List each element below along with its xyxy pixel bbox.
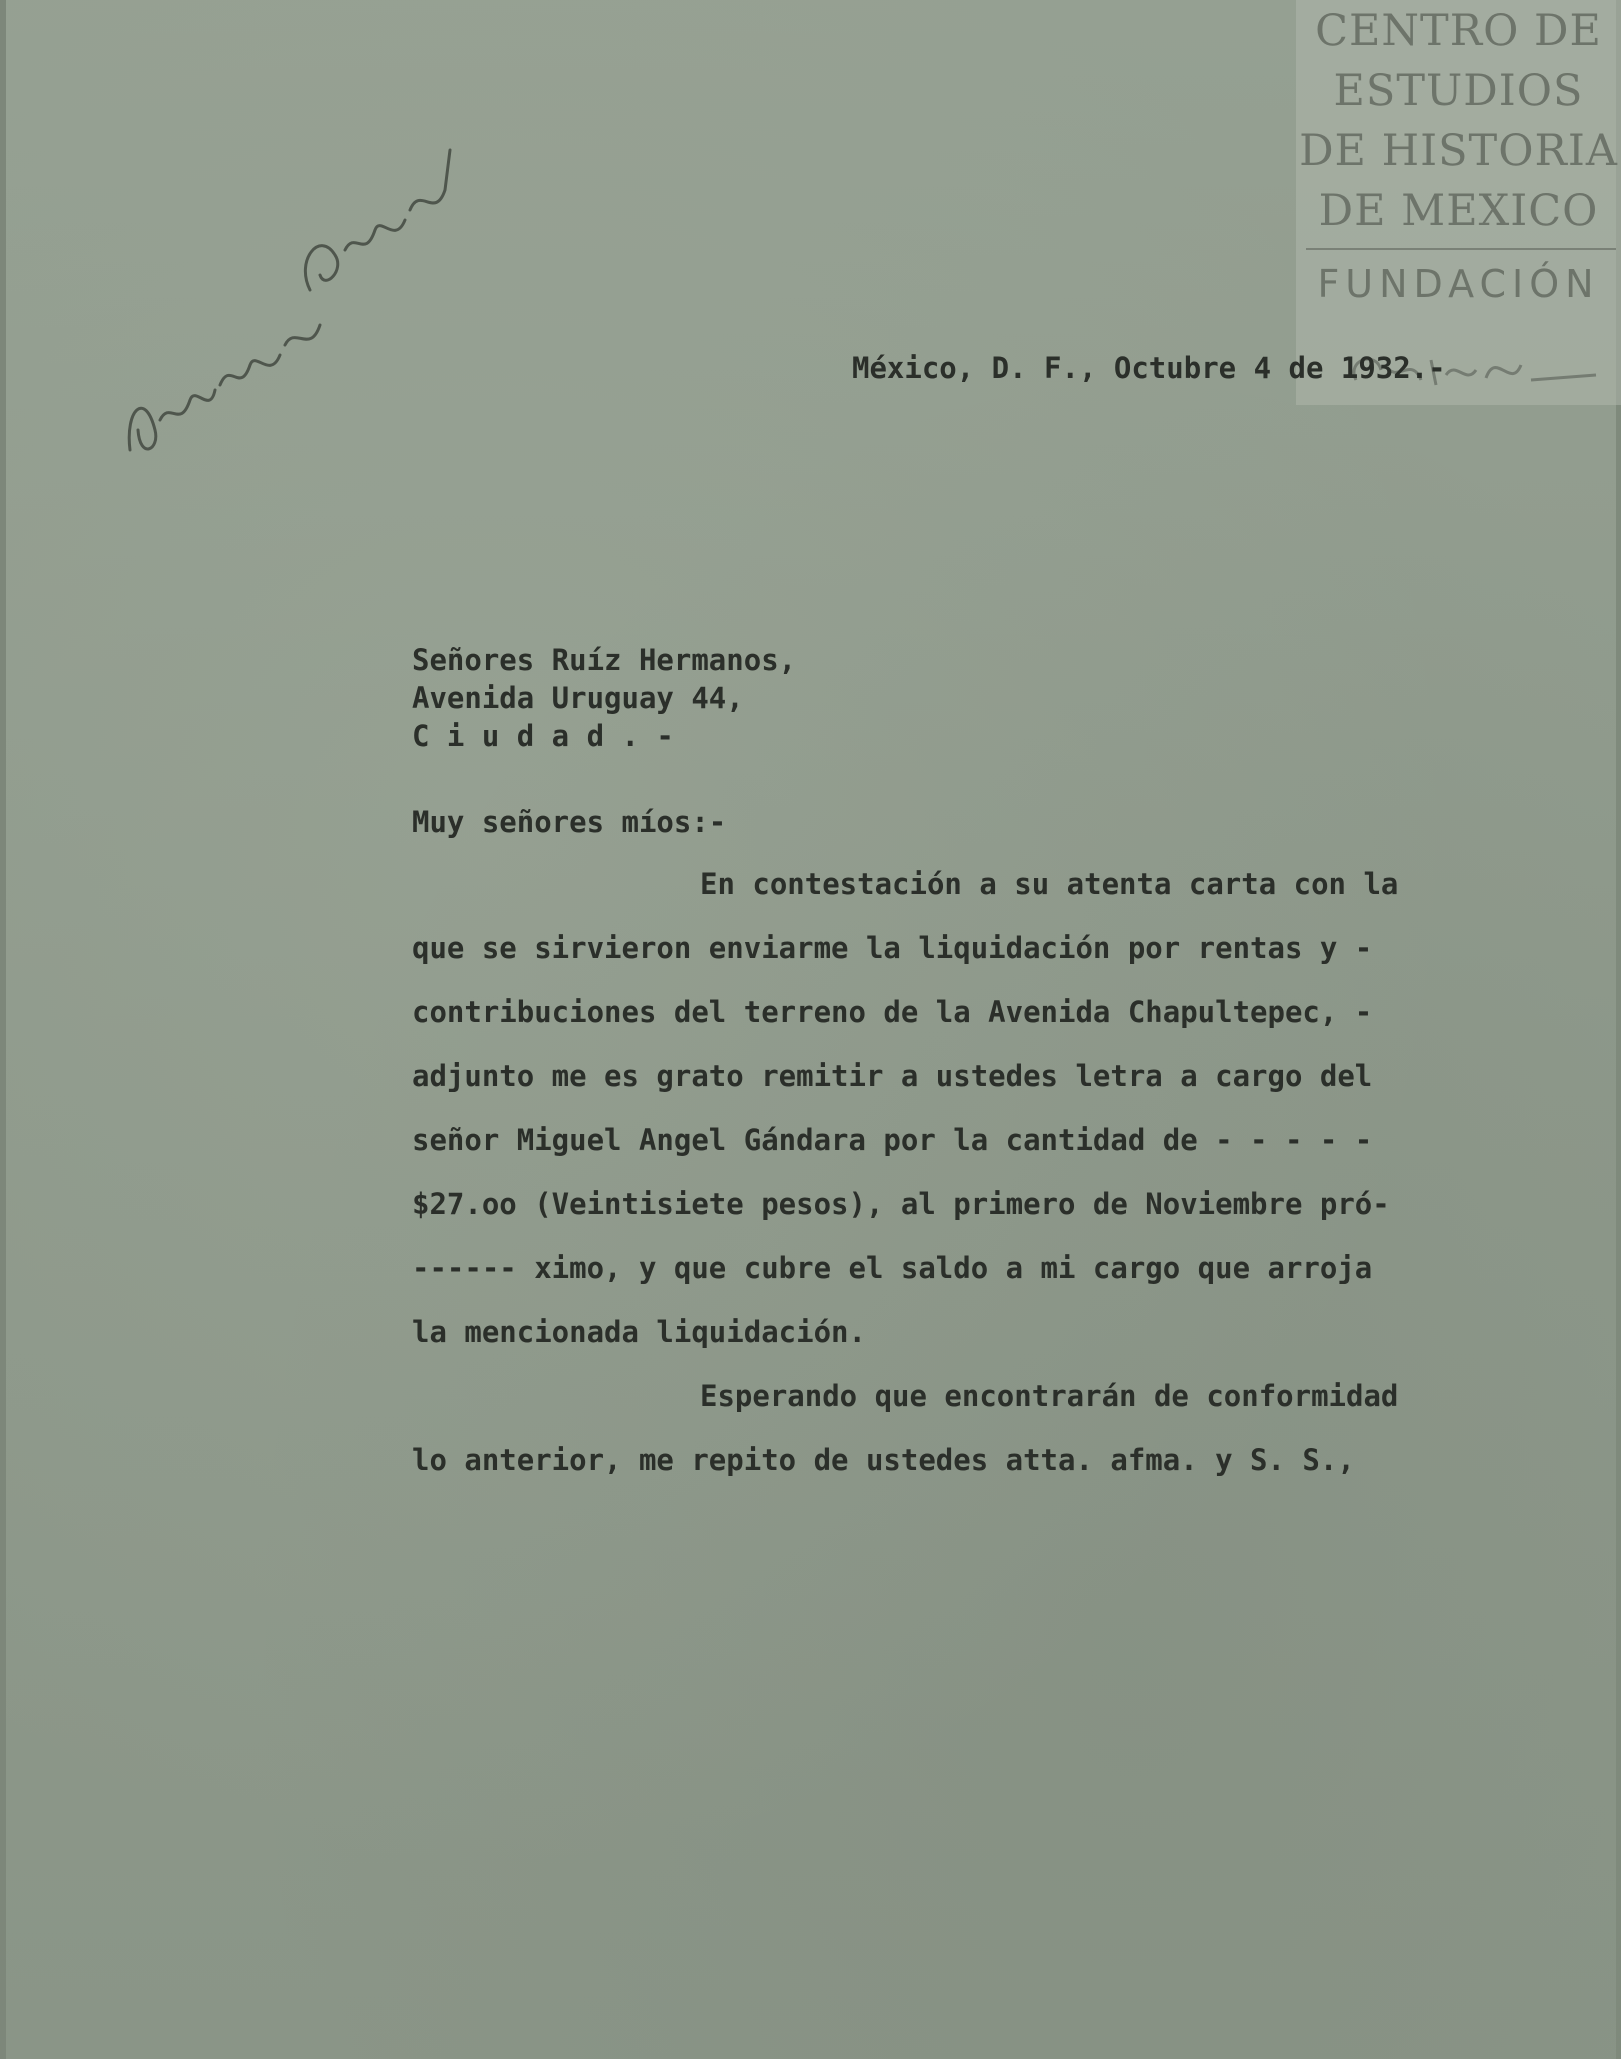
closing-line: lo anterior, me repito de ustedes atta. afma. y S. S., xyxy=(412,1443,1355,1477)
archive-stamp xyxy=(1296,0,1621,405)
date-line: México, D. F., Octubre 4 de 1932.- xyxy=(852,351,1446,385)
body-line: $27.oo (Veintisiete pesos), al primero de Noviembre pró- xyxy=(412,1187,1390,1221)
stamp-line-1: CENTRO DE xyxy=(1315,6,1602,56)
body-line: la mencionada liquidación. xyxy=(412,1315,866,1349)
recipient-address: Avenida Uruguay 44, xyxy=(412,681,744,715)
page-edge-left xyxy=(0,0,6,2059)
body-line: ------ ximo, y que cubre el saldo a mi cargo que arroja xyxy=(412,1251,1373,1285)
stamp-line-3: DE HISTORIA xyxy=(1299,126,1618,176)
salutation: Muy señores míos:- xyxy=(412,805,727,839)
closing-line: Esperando que encontrarán de conformidad xyxy=(700,1379,1399,1413)
body-line: contribuciones del terreno de la Avenida Chapultepec, - xyxy=(412,995,1373,1029)
handwritten-note xyxy=(120,130,480,490)
body-line: que se sirvieron enviarme la liquidación por rentas y - xyxy=(412,931,1373,965)
stamp-divider xyxy=(1306,248,1616,250)
stamp-line-4: DE MEXICO xyxy=(1318,186,1599,236)
body-line: En contestación a su atenta carta con la xyxy=(700,867,1399,901)
body-line: señor Miguel Angel Gándara por la cantidad de - - - - - xyxy=(412,1123,1373,1157)
recipient-name: Señores Ruíz Hermanos, xyxy=(412,643,797,677)
body-line: adjunto me es grato remitir a ustedes letra a cargo del xyxy=(412,1059,1373,1093)
recipient-city: C i u d a d . - xyxy=(412,719,674,753)
stamp-line-2: ESTUDIOS xyxy=(1333,66,1584,116)
stamp-foundation: FUNDACIÓN xyxy=(1317,262,1600,306)
